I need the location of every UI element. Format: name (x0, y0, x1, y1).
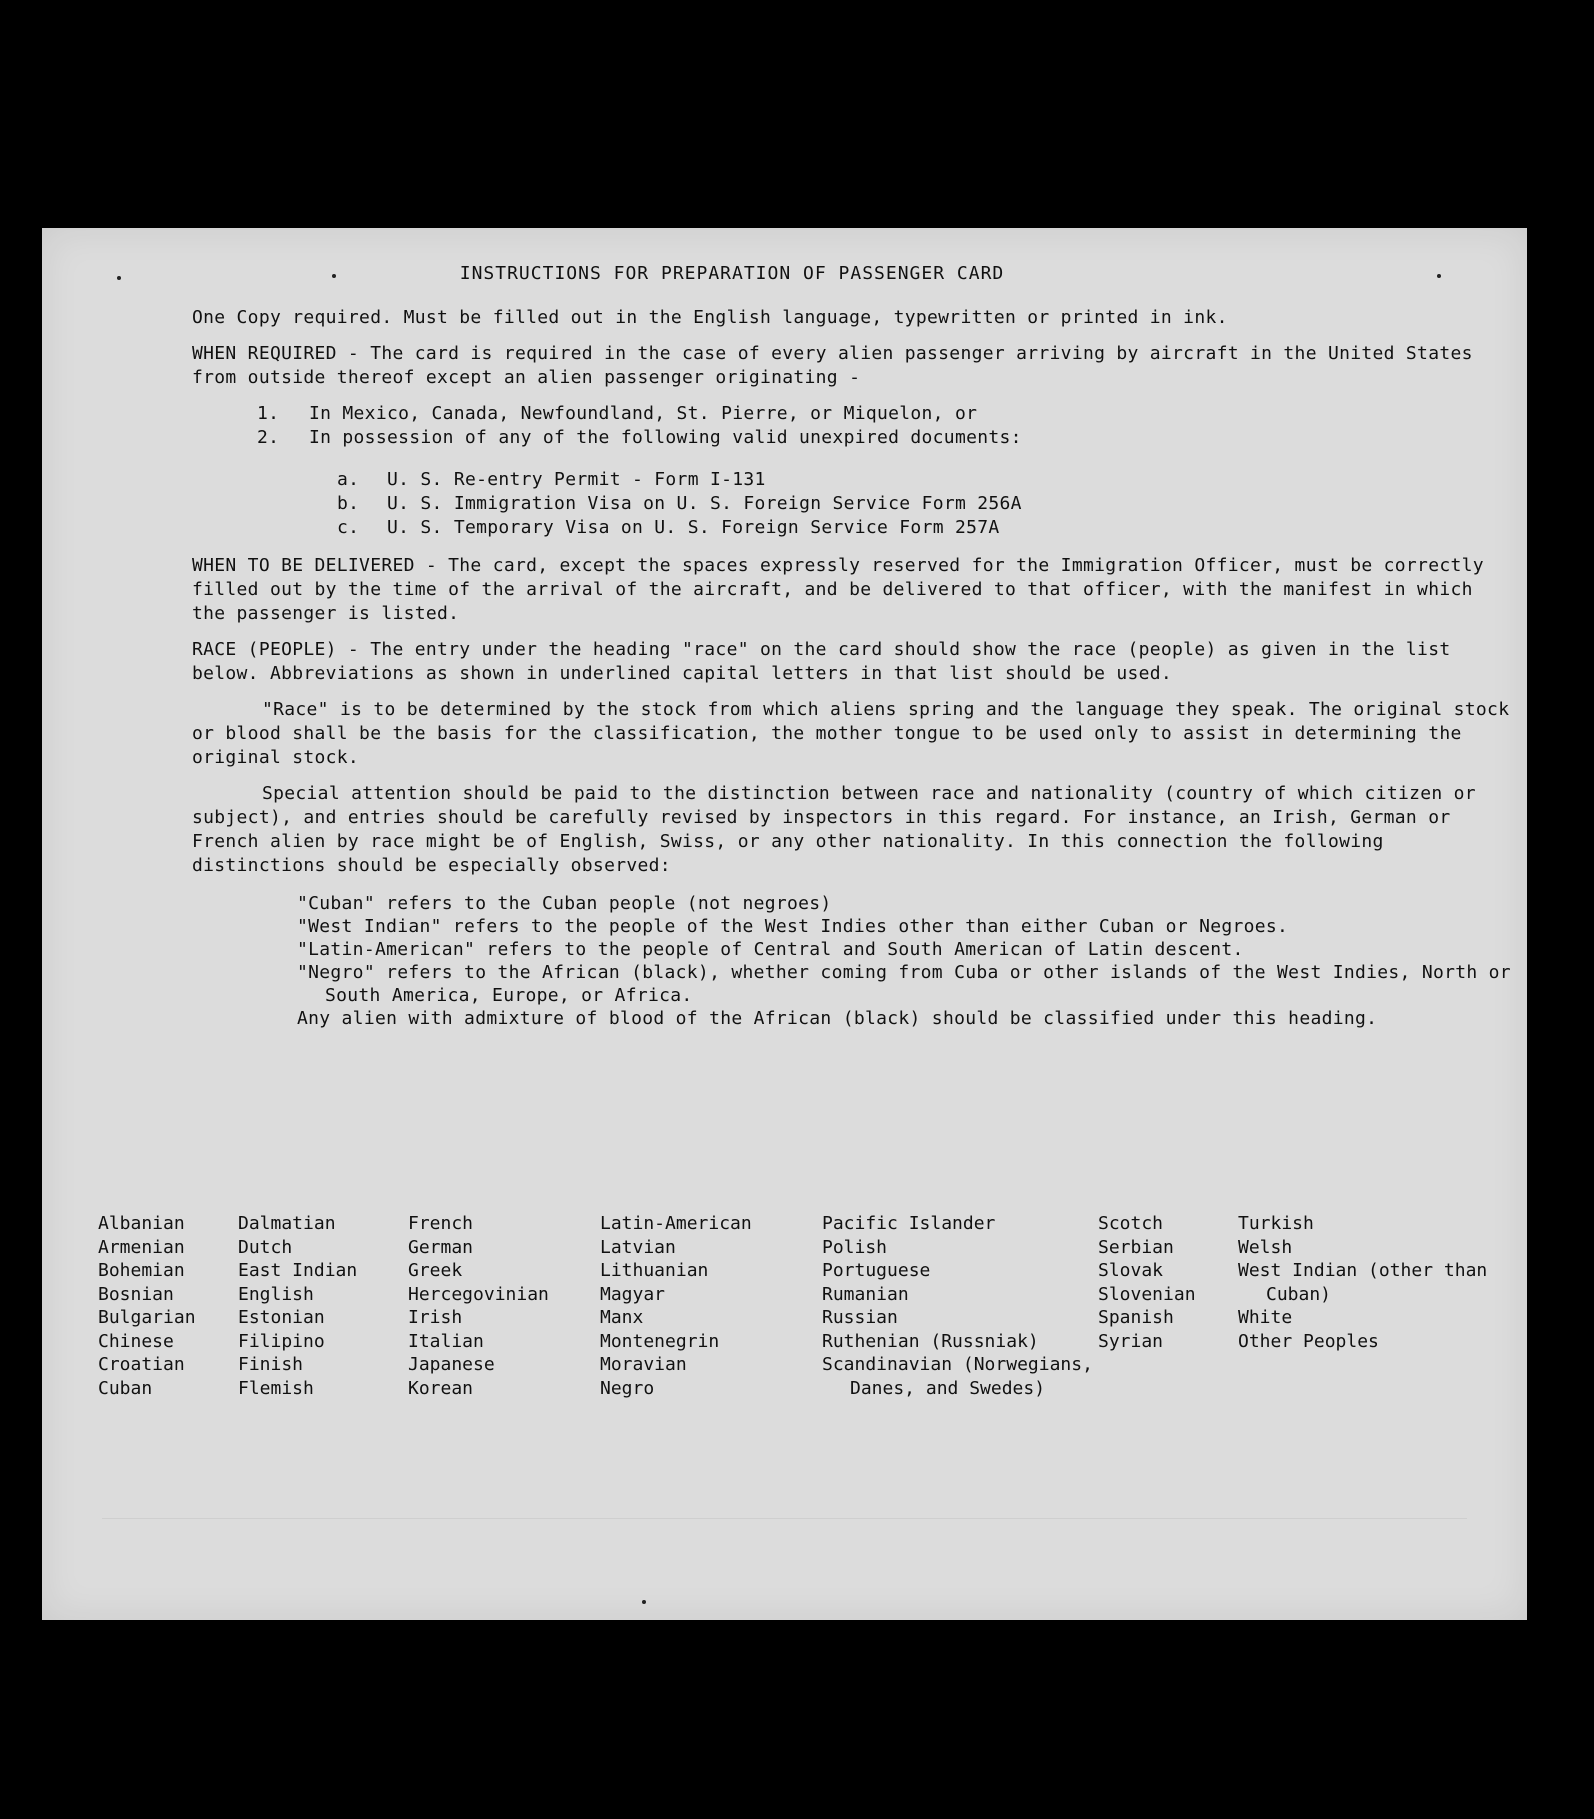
race-item: Scotch (1098, 1213, 1164, 1234)
when-required-paragraph: WHEN REQUIRED - The card is required in the case of every alien passenger arriving by aircraft in the United States from outside thereof except an alien passenger originating - (192, 343, 1473, 388)
race-item: Magyar (600, 1283, 666, 1305)
race-item: Croatian (98, 1354, 185, 1375)
race-column (822, 1212, 1098, 1400)
race-definition-paragraph: "Race" is to be determined by the stock from which aliens spring and the language they speak. The original stock or blood shall be the basis for the classification, the mother tongue to be used only to assist in determining the original stock. (192, 699, 1510, 768)
race-item: German (408, 1236, 474, 1258)
race-item: Moravian (600, 1354, 687, 1375)
race-item: Scandinavian (Norwegians, Danes, and Swedes) (822, 1354, 1093, 1399)
race-item: Estonian (238, 1307, 325, 1328)
race-item: Japanese (408, 1354, 495, 1375)
race-item: Ruthenian (Russniak) (822, 1330, 1039, 1352)
race-column (600, 1212, 822, 1400)
speck (642, 1600, 646, 1604)
race-item: Manx (600, 1307, 644, 1328)
race-column (98, 1212, 238, 1400)
race-item: French (408, 1213, 474, 1234)
list-item: "West Indian" refers to the people of the West Indies other than either Cuban or Negroes. (297, 916, 1289, 937)
special-attention-paragraph: Special attention should be paid to the distinction between race and nationality (country of which citizen or subject), and entries should be carefully revised by inspectors in this regard. For instance, an Irish, German or French alien by race might be of English, Swiss, or any other nationality. In this connection the following distinctions should be especially observed: (192, 783, 1476, 876)
race-item: Greek (408, 1260, 463, 1281)
race-item: Latvian (600, 1236, 676, 1258)
race-item: Finish (238, 1354, 304, 1375)
race-item: English (238, 1283, 314, 1305)
origin-list (257, 402, 1512, 450)
race-item: Welsh (1238, 1236, 1293, 1258)
race-item: Bosnian (98, 1283, 174, 1305)
race-column (408, 1212, 600, 1400)
bleed-through (102, 1518, 1467, 1599)
document-title: INSTRUCTIONS FOR PREPARATION OF PASSENGER CARD (459, 263, 1005, 284)
document-page (42, 228, 1527, 1620)
list-item: "Latin-American" refers to the people of Central and South American of Latin descent. (297, 939, 1244, 960)
race-item: Korean (408, 1377, 474, 1399)
race-item: Italian (408, 1330, 484, 1352)
race-column (238, 1212, 408, 1400)
race-item: Other Peoples (1238, 1330, 1379, 1352)
race-item: East Indian (238, 1260, 358, 1281)
list-item: c. U. S. Temporary Visa on U. S. Foreign Service Form 257A (337, 517, 1000, 538)
race-column (1238, 1212, 1488, 1400)
race-item: Negro (600, 1377, 655, 1399)
documents-list (337, 468, 1512, 540)
race-item: Slovak (1098, 1260, 1164, 1281)
race-item: Pacific Islander (822, 1213, 996, 1234)
list-item: a. U. S. Re-entry Permit - Form I-131 (337, 469, 766, 490)
list-item: 1. In Mexico, Canada, Newfoundland, St. Pierre, or Miquelon, or (257, 403, 978, 424)
list-item: b. U. S. Immigration Visa on U. S. Foreign Service Form 256A (337, 493, 1022, 514)
race-item: Dutch (238, 1236, 293, 1258)
race-item: West Indian (other than Cuban) (1238, 1260, 1488, 1305)
list-item: Any alien with admixture of blood of the African (black) should be classified under this heading. (297, 1008, 1378, 1029)
race-item: Slovenian (1098, 1283, 1196, 1305)
race-column (1098, 1212, 1238, 1400)
race-item: Spanish (1098, 1307, 1174, 1328)
race-item: Filipino (238, 1330, 325, 1352)
race-item: Chinese (98, 1330, 174, 1352)
race-item: Dalmatian (238, 1213, 336, 1234)
distinctions-list (297, 892, 1512, 1030)
race-item: Montenegrin (600, 1330, 720, 1352)
race-item: Polish (822, 1236, 888, 1258)
race-item: Hercegovinian (408, 1283, 549, 1305)
race-item: Serbian (1098, 1236, 1174, 1258)
race-item: Armenian (98, 1236, 185, 1258)
race-item: Rumanian (822, 1283, 909, 1305)
list-item: "Negro" refers to the African (black), whether coming from Cuba or other islands of the West Indies, North or South America, Europe, or Africa. (297, 962, 1511, 1006)
race-item: Irish (408, 1307, 463, 1328)
when-delivered-paragraph: WHEN TO BE DELIVERED - The card, except the spaces expressly reserved for the Immigration Officer, must be correctly filled out by the time of the arrival of the aircraft, and be delivered to that officer, with the manifest in which the passenger is listed. (192, 555, 1484, 624)
race-list (98, 1212, 1518, 1400)
race-item: Bulgarian (98, 1307, 196, 1328)
race-item: Portuguese (822, 1260, 931, 1281)
race-item: Latin-American (600, 1213, 752, 1234)
race-item: Lithuanian (600, 1260, 709, 1281)
intro-paragraph: One Copy required. Must be filled out in the English language, typewritten or printed in ink. (192, 307, 1228, 328)
race-item: Syrian (1098, 1330, 1164, 1352)
race-heading-paragraph: RACE (PEOPLE) - The entry under the heading "race" on the card should show the race (people) as given in the list below. Abbreviations as shown in underlined capital letters in that list should be used. (192, 639, 1451, 684)
race-item: Russian (822, 1307, 898, 1328)
instructions-body (192, 262, 1512, 1070)
race-item: White (1238, 1307, 1293, 1328)
race-item: Flemish (238, 1377, 314, 1399)
race-item: Albanian (98, 1213, 185, 1234)
list-item: "Cuban" refers to the Cuban people (not negroes) (297, 893, 832, 914)
race-item: Bohemian (98, 1260, 185, 1281)
list-item: 2. In possession of any of the following valid unexpired documents: (257, 427, 1022, 448)
race-item: Turkish (1238, 1213, 1314, 1234)
race-item: Cuban (98, 1377, 153, 1399)
